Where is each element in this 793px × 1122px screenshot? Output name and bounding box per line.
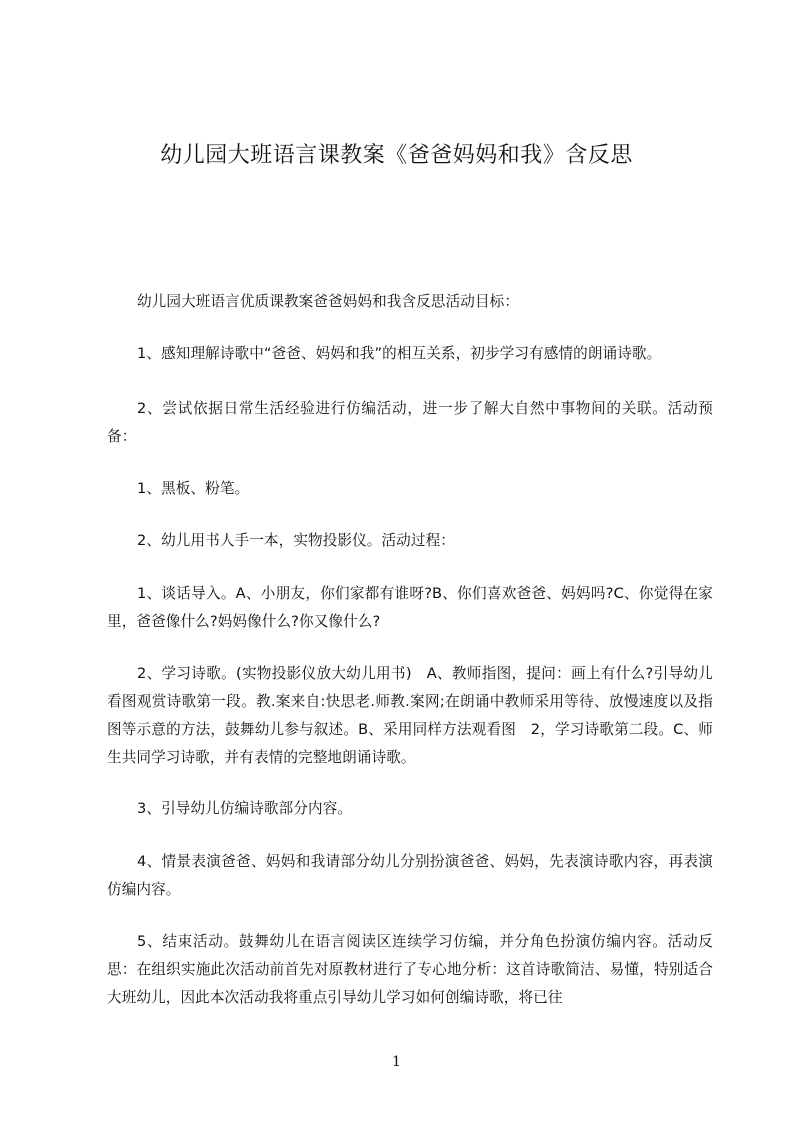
paragraph-goal-2: 2、尝试依据日常生活经验进行仿编活动，进一步了解大自然中事物间的关联。活动预备： xyxy=(107,400,713,445)
paragraph-prep-2: 2、幼儿用书人手一本，实物投影仪。活动过程： xyxy=(137,532,455,549)
paragraph-step-5: 5、结束活动。鼓舞幼儿在语言阅读区连续学习仿编，并分角色扮演仿编内容。活动反思：在组织实施此次活动前首先对原教材进行了专心地分析：这首诗歌简洁、易懂，特别适合大班幼儿，因此本次活动我将重点引导幼儿学习如何创编诗歌，将已往 xyxy=(107,933,713,1006)
paragraph-step-2: 2、学习诗歌。(实物投影仪放大幼儿用书) A、教师指图，提问：画上有什么?引导幼儿看图观赏诗歌第一段。教.案来自:快思老.师教.案网;在朗诵中教师采用等待、放慢速度以及指图等示意的方法，鼓舞幼儿参与叙述。B、采用同样方法观看图 2，学习诗歌第二段。C、师生共同学习诗歌，并有表情的完整地朗诵诗歌。 xyxy=(107,665,713,766)
document-title: 幼儿园大班语言课教案《爸爸妈妈和我》含反思 xyxy=(160,143,633,168)
page-number: 1 xyxy=(392,1054,401,1070)
paragraph-step-4: 4、情景表演爸爸、妈妈和我请部分幼儿分别扮演爸爸、妈妈，先表演诗歌内容，再表演仿编内容。 xyxy=(107,853,713,898)
paragraph-step-1: 1、谈话导入。A、小朋友，你们家都有谁呀?B、你们喜欢爸爸、妈妈吗?C、你觉得在家里，爸爸像什么?妈妈像什么?你又像什么? xyxy=(107,585,713,630)
paragraph-goal-1: 1、感知理解诗歌中“爸爸、妈妈和我”的相互关系，初步学习有感情的朗诵诗歌。 xyxy=(137,345,662,362)
paragraph-step-3: 3、引导幼儿仿编诗歌部分内容。 xyxy=(137,800,353,817)
paragraph-prep-1: 1、黑板、粉笔。 xyxy=(137,480,250,497)
paragraph-activity-goals: 幼儿园大班语言优质课教案爸爸妈妈和我含反思活动目标： xyxy=(137,293,520,310)
